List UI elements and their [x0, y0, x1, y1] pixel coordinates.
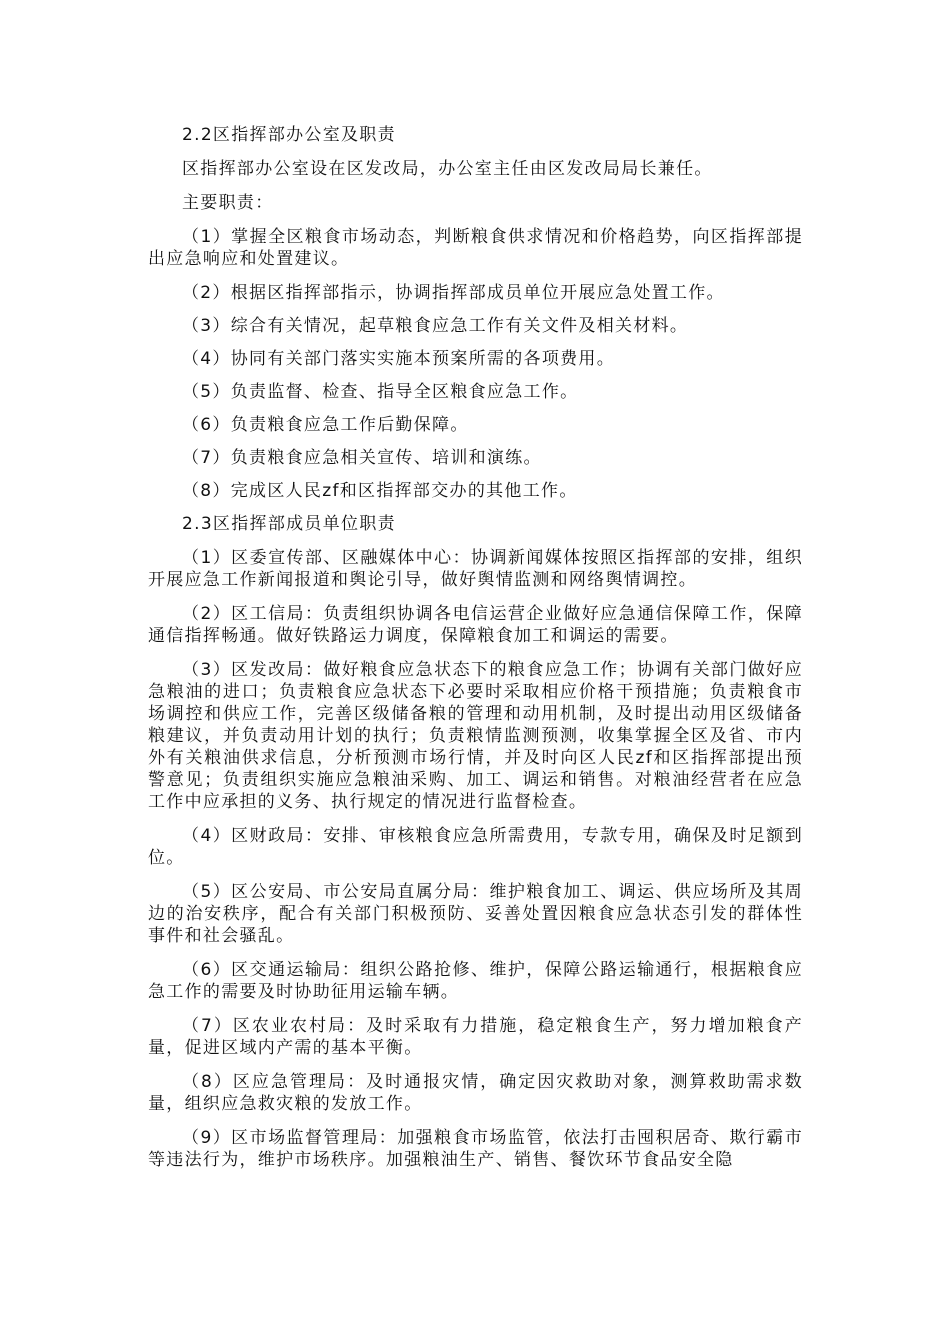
list-item: （5）负责监督、检查、指导全区粮食应急工作。 [182, 382, 579, 402]
section-heading-2-2: 2.2区指挥部办公室及职责 [182, 125, 396, 145]
list-item: （2）区工信局：负责组织协调各电信运营企业做好应急通信保障工作，保障通信指挥畅通。做好铁路运力调度，保障粮食加工和调运的需要。 [148, 604, 803, 646]
list-item: （2）根据区指挥部指示，协调指挥部成员单位开展应急处置工作。 [182, 283, 725, 303]
paragraph: 区指挥部办公室设在区发改局，办公室主任由区发改局局长兼任。 [182, 159, 713, 179]
list-item: （8）完成区人民zf和区指挥部交办的其他工作。 [182, 481, 578, 501]
list-item: （3）综合有关情况，起草粮食应急工作有关文件及相关材料。 [182, 316, 689, 336]
list-item: （8）区应急管理局：及时通报灾情，确定因灾救助对象，测算救助需求数量，组织应急救灾粮的发放工作。 [148, 1072, 803, 1114]
list-item: （1）掌握全区粮食市场动态，判断粮食供求情况和价格趋势，向区指挥部提出应急响应和处置建议。 [148, 227, 803, 269]
list-item: （7）区农业农村局：及时采取有力措施，稳定粮食生产，努力增加粮食产量，促进区域内产需的基本平衡。 [148, 1016, 803, 1058]
list-item: （4）协同有关部门落实实施本预案所需的各项费用。 [182, 349, 616, 369]
list-item: （7）负责粮食应急相关宣传、培训和演练。 [182, 448, 542, 468]
list-item: （1）区委宣传部、区融媒体中心：协调新闻媒体按照区指挥部的安排，组织开展应急工作新闻报道和舆论引导，做好舆情监测和网络舆情调控。 [148, 548, 803, 590]
list-item: （4）区财政局：安排、审核粮食应急所需费用，专款专用，确保及时足额到位。 [148, 826, 803, 868]
list-item: （3）区发改局：做好粮食应急状态下的粮食应急工作；协调有关部门做好应急粮油的进口；负责粮食应急状态下必要时采取相应价格干预措施；负责粮食市场调控和供应工作，完善区级储备粮的管理和动用机制，及时提出动用区级储备粮建议，并负责动用计划的执行；负责粮情监测预测，收集掌握全区及省、市内外有关粮油供求信息，分析预测市场行情，并及时向区人民zf和区指挥部提出预警意见；负责组织实施应急粮油采购、加工、调运和销售。对粮油经营者在应急工作中应承担的义务、执行规定的情况进行监督检查。 [148, 660, 803, 812]
list-item: （5）区公安局、市公安局直属分局：维护粮食加工、调运、供应场所及其周边的治安秩序，配合有关部门积极预防、妥善处置因粮食应急状态引发的群体性事件和社会骚乱。 [148, 882, 803, 946]
list-item: （6）负责粮食应急工作后勤保障。 [182, 415, 469, 435]
section-heading-2-3: 2.3区指挥部成员单位职责 [182, 514, 396, 534]
document-body [148, 124, 803, 1183]
list-item: （9）区市场监督管理局：加强粮食市场监管，依法打击囤积居奇、欺行霸市等违法行为，维护市场秩序。加强粮油生产、销售、餐饮环节食品安全隐 [148, 1128, 803, 1170]
paragraph: 主要职责： [182, 193, 274, 213]
list-item: （6）区交通运输局：组织公路抢修、维护，保障公路运输通行，根据粮食应急工作的需要及时协助征用运输车辆。 [148, 960, 803, 1002]
